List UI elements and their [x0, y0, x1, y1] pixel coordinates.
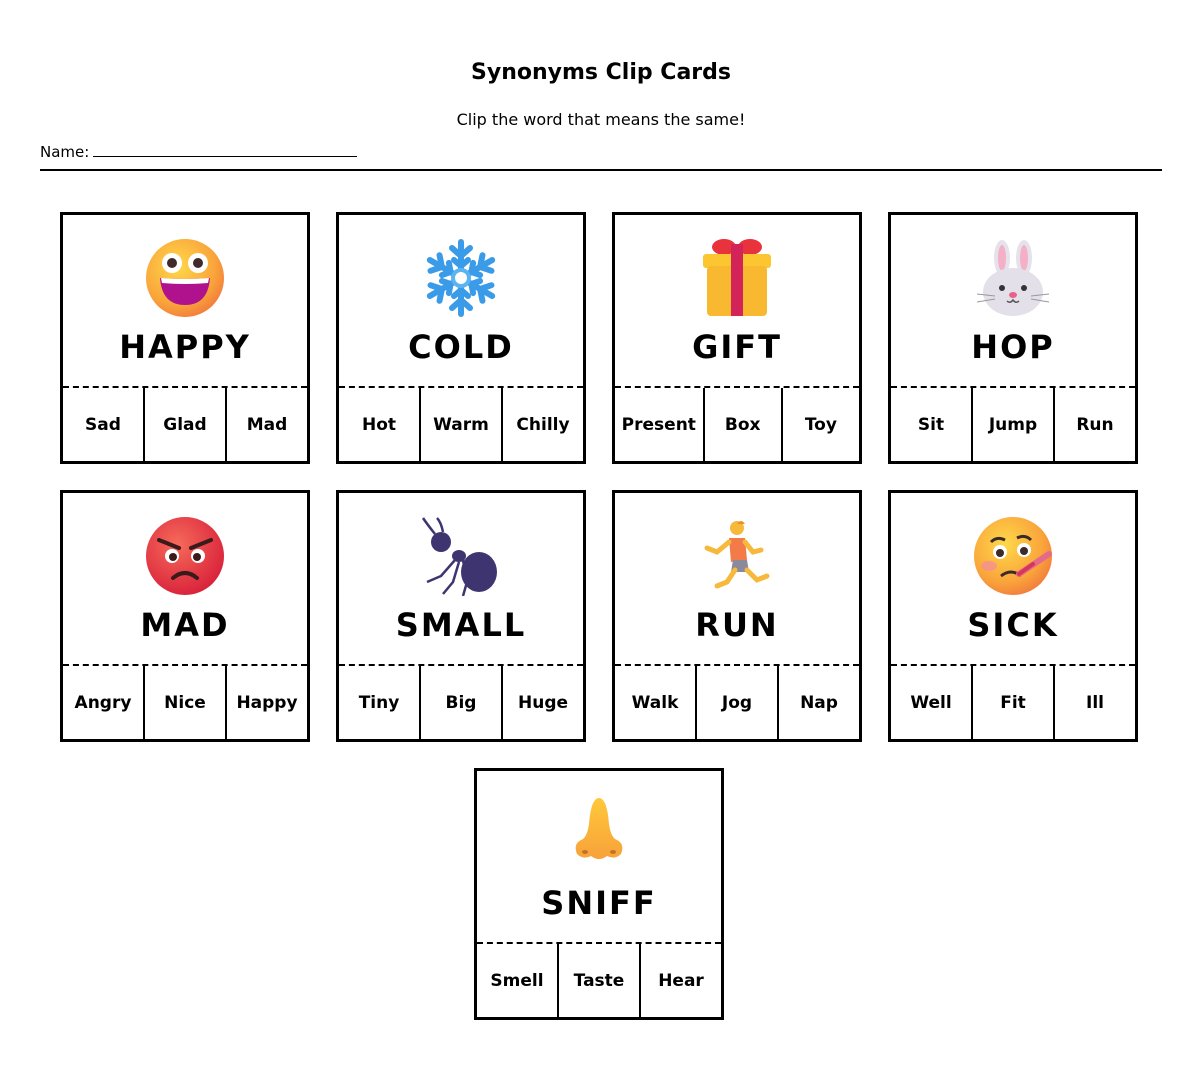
option-ill[interactable]: Ill: [1086, 692, 1104, 713]
grinning-face-icon: [63, 235, 307, 321]
clip-card-sniff: [474, 768, 724, 1020]
option-present[interactable]: Present: [615, 388, 705, 461]
option-tiny[interactable]: Tiny: [339, 666, 421, 739]
option-warm[interactable]: Warm: [421, 388, 503, 461]
clip-card-run: [612, 490, 862, 742]
option-jump[interactable]: Jump: [973, 388, 1055, 461]
option-angry[interactable]: Angry: [63, 666, 145, 739]
clip-card-sick: [888, 490, 1138, 742]
clip-card-hop: [888, 212, 1138, 464]
option-taste[interactable]: Taste: [559, 944, 641, 1017]
option-hot[interactable]: Hot: [339, 388, 421, 461]
instructions: Clip the word that means the same!: [456, 110, 746, 129]
clip-card-happy: [60, 212, 310, 464]
option-sit[interactable]: Sit: [891, 388, 973, 461]
name-label: Name:: [40, 143, 90, 161]
clip-card-small: [336, 490, 586, 742]
running-person-icon: [615, 513, 859, 599]
option-well[interactable]: Well: [891, 666, 973, 739]
option-jog[interactable]: Jog: [697, 666, 779, 739]
option-mad[interactable]: Mad: [246, 414, 288, 435]
clip-card-cold: [336, 212, 586, 464]
name-row: [40, 142, 357, 161]
header-divider: [40, 169, 1162, 171]
option-fit[interactable]: Fit: [973, 666, 1055, 739]
target-word: SNIFF: [541, 884, 657, 922]
name-field[interactable]: [93, 142, 357, 157]
option-nap[interactable]: Nap: [800, 692, 838, 713]
ant-icon: [339, 513, 583, 599]
face-with-thermometer-icon: [891, 513, 1135, 599]
gift-icon: [615, 235, 859, 321]
clip-card-gift: [612, 212, 862, 464]
option-glad[interactable]: Glad: [145, 388, 227, 461]
option-walk[interactable]: Walk: [615, 666, 697, 739]
option-happy[interactable]: Happy: [236, 692, 298, 713]
target-word: RUN: [695, 606, 779, 644]
target-word: COLD: [408, 328, 514, 366]
angry-face-icon: [63, 513, 307, 599]
option-box[interactable]: Box: [705, 388, 783, 461]
option-chilly[interactable]: Chilly: [516, 414, 570, 435]
option-smell[interactable]: Smell: [477, 944, 559, 1017]
option-huge[interactable]: Huge: [517, 692, 569, 713]
option-hear[interactable]: Hear: [658, 970, 704, 991]
target-word: HOP: [971, 328, 1055, 366]
option-run[interactable]: Run: [1076, 414, 1114, 435]
target-word: MAD: [140, 606, 230, 644]
snowflake-icon: [339, 235, 583, 321]
option-sad[interactable]: Sad: [63, 388, 145, 461]
target-word: GIFT: [692, 328, 782, 366]
rabbit-face-icon: [891, 235, 1135, 321]
option-toy[interactable]: Toy: [804, 414, 837, 435]
target-word: HAPPY: [119, 328, 251, 366]
option-big[interactable]: Big: [421, 666, 503, 739]
nose-icon: [477, 791, 721, 877]
page-title: Synonyms Clip Cards: [471, 60, 731, 85]
clip-card-mad: [60, 490, 310, 742]
option-nice[interactable]: Nice: [145, 666, 227, 739]
target-word: SICK: [967, 606, 1059, 644]
target-word: SMALL: [395, 606, 527, 644]
